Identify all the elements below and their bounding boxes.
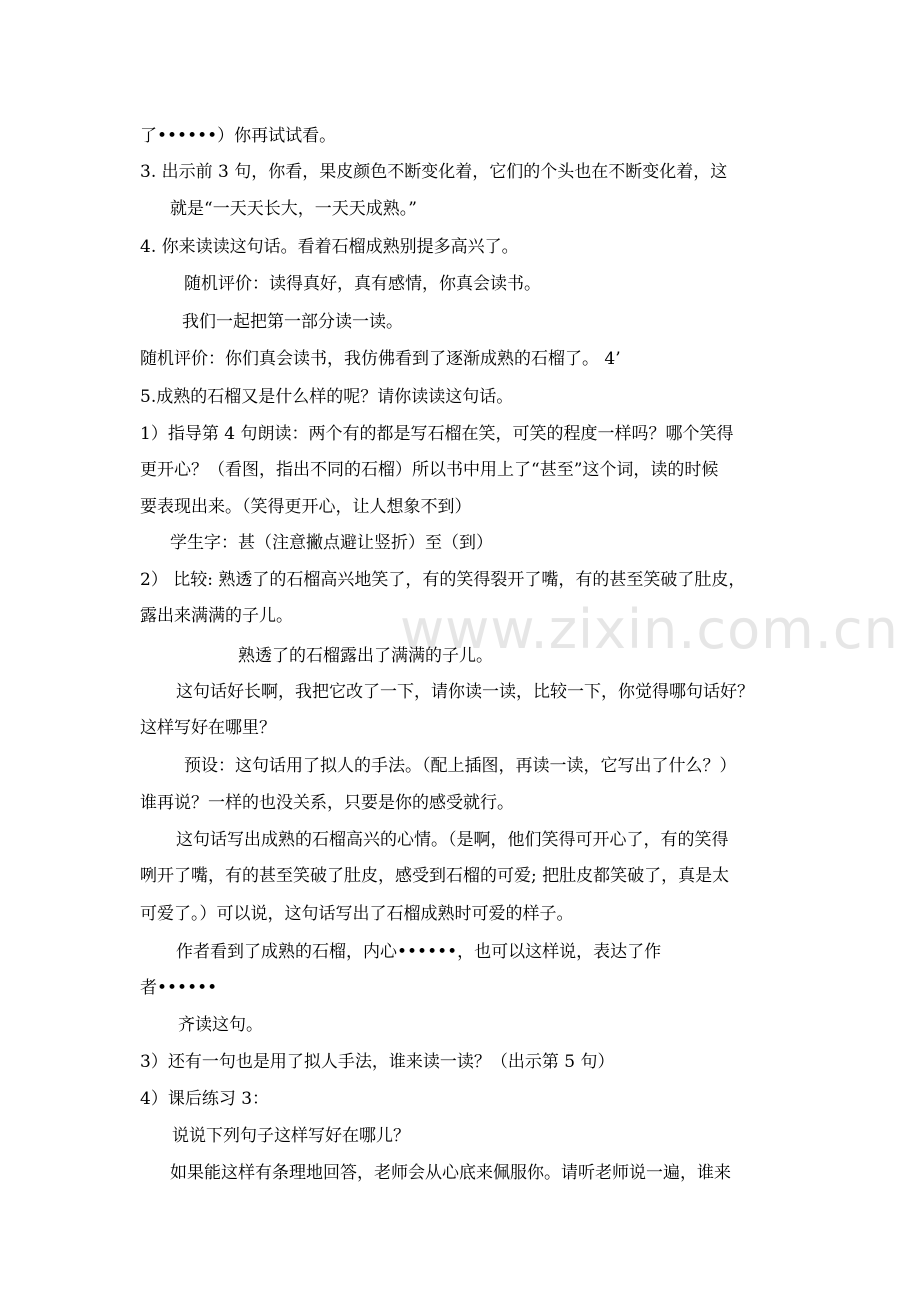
text-line: 谁再说？一样的也没关系，只要是你的感受就行。	[140, 793, 514, 813]
text-line: 随机评价：读得真好，真有感情，你真会读书。	[184, 274, 541, 294]
text-line: 5.成熟的石榴又是什么样的呢？请你读读这句话。	[140, 387, 514, 407]
text-line: 这样写好在哪里？	[140, 718, 276, 738]
text-line: 就是“一天天长大，一天天成熟。”	[170, 199, 417, 219]
text-line: 作者看到了成熟的石榴，内心••••••，也可以这样说，表达了作	[176, 942, 662, 962]
text-line: 说说下列句子这样写好在哪儿？	[172, 1126, 410, 1146]
text-line: 露出来满满的子儿。	[140, 606, 293, 626]
text-line: 者••••••	[140, 978, 218, 998]
watermark: www.zixin.com.cn	[400, 598, 899, 661]
text-line: 随机评价：你们真会读书，我仿佛看到了逐渐成熟的石榴了。 4’	[140, 349, 621, 369]
text-line: 4. 你来读读这句话。看着石榴成熟别提多高兴了。	[140, 237, 519, 257]
text-line: 要表现出来。（笑得更开心，让人想象不到）	[140, 497, 472, 517]
text-line: 齐读这句。	[178, 1015, 263, 1035]
text-line: 这句话好长啊，我把它改了一下，请你读一读，比较一下，你觉得哪句话好？	[176, 682, 754, 702]
text-line: 2） 比较: 熟透了的石榴高兴地笑了，有的笑得裂开了嘴，有的甚至笑破了肚皮，	[140, 570, 746, 590]
text-line: 这句话写出成熟的石榴高兴的心情。（是啊，他们笑得可开心了，有的笑得	[176, 830, 729, 850]
text-line: 4）课后练习 3：	[140, 1089, 270, 1109]
text-line: 咧开了嘴，有的甚至笑破了肚皮，感受到石榴的可爱; 把肚皮都笑破了，真是太	[140, 866, 730, 886]
text-line: 学生字：甚（注意撇点避让竖折）至（到）	[170, 533, 493, 553]
text-line: 如果能这样有条理地回答，老师会从心底来佩服你。请听老师说一遍，谁来	[170, 1163, 731, 1183]
text-line: 1）指导第 4 句朗读：两个有的都是写石榴在笑，可笑的程度一样吗？哪个笑得	[140, 424, 734, 444]
text-line: 更开心？（看图，指出不同的石榴）所以书中用上了“甚至”这个词，读的时候	[140, 460, 719, 480]
text-line: 3. 出示前 3 句，你看，果皮颜色不断变化着，它们的个头也在不断变化着，这	[140, 162, 728, 182]
text-line: 可爱了。）可以说，这句话写出了石榴成熟时可爱的样子。	[140, 904, 574, 924]
text-line: 熟透了的石榴露出了满满的子儿。	[238, 646, 493, 666]
text-line: 3）还有一句也是用了拟人手法，谁来读一读？（出示第 5 句）	[140, 1052, 615, 1072]
text-line: 预设：这句话用了拟人的手法。（配上插图，再读一读，它写出了什么？）	[184, 756, 737, 776]
text-line: 我们一起把第一部分读一读。	[182, 312, 403, 332]
text-line: 了••••••）你再试试看。	[140, 126, 337, 146]
